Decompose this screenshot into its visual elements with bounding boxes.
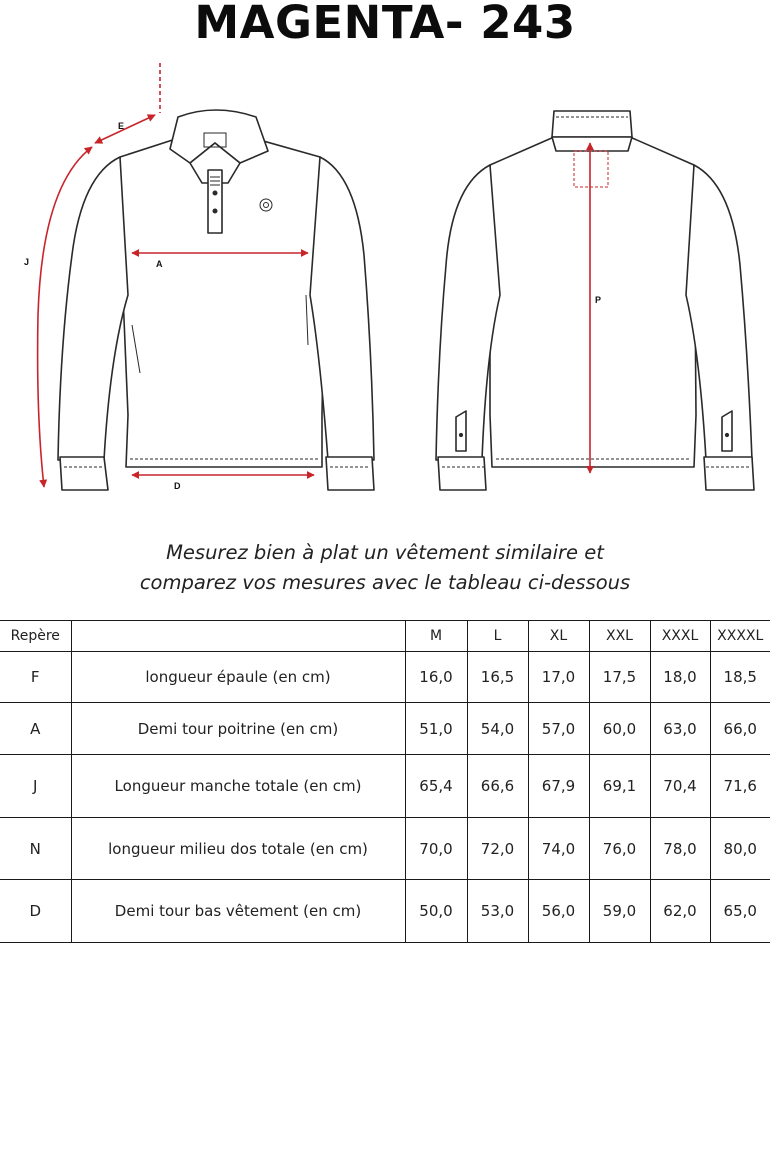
header-size: XXXL [650, 621, 710, 652]
cell-value: 71,6 [710, 755, 770, 818]
cell-value: 16,0 [405, 652, 467, 703]
row-marker: F [0, 652, 71, 703]
page-title: MAGENTA- 243 [194, 0, 576, 49]
row-label: Demi tour poitrine (en cm) [71, 703, 405, 755]
cell-value: 17,0 [528, 652, 589, 703]
cell-value: 69,1 [589, 755, 650, 818]
caption-line-1: Mesurez bien à plat un vêtement similaire et [166, 541, 604, 564]
cell-value: 50,0 [405, 880, 467, 943]
cell-value: 53,0 [467, 880, 528, 943]
header-size: L [467, 621, 528, 652]
front-shirt-drawing [58, 110, 374, 490]
table-row [0, 818, 770, 880]
cell-value: 63,0 [650, 703, 710, 755]
cell-value: 65,4 [405, 755, 467, 818]
label-a: A [156, 259, 163, 269]
table-row [0, 652, 770, 703]
cell-value: 17,5 [589, 652, 650, 703]
label-p: P [595, 295, 602, 305]
cell-value: 66,6 [467, 755, 528, 818]
table-row [0, 755, 770, 818]
cell-value: 74,0 [528, 818, 589, 880]
label-j: J [24, 257, 30, 267]
header-size: XXL [589, 621, 650, 652]
row-label: Demi tour bas vêtement (en cm) [71, 880, 405, 943]
row-label: Longueur manche totale (en cm) [71, 755, 405, 818]
cell-value: 65,0 [710, 880, 770, 943]
caption-line-2: comparez vos mesures avec le tableau ci-dessous [139, 571, 631, 594]
cell-value: 18,0 [650, 652, 710, 703]
row-marker: N [0, 818, 71, 880]
table-row [0, 703, 770, 755]
cell-value: 56,0 [528, 880, 589, 943]
row-marker: D [0, 880, 71, 943]
header-description [71, 621, 405, 652]
cell-value: 70,0 [405, 818, 467, 880]
garment-measurement-diagram [0, 55, 770, 505]
cell-value: 66,0 [710, 703, 770, 755]
header-size: XXXXL [710, 621, 770, 652]
row-label: longueur milieu dos totale (en cm) [71, 818, 405, 880]
cell-value: 76,0 [589, 818, 650, 880]
cell-value: 70,4 [650, 755, 710, 818]
label-e: E [118, 121, 125, 131]
header-size: XL [528, 621, 589, 652]
cell-value: 60,0 [589, 703, 650, 755]
cell-value: 62,0 [650, 880, 710, 943]
header-size: M [405, 621, 467, 652]
row-marker: A [0, 703, 71, 755]
cell-value: 51,0 [405, 703, 467, 755]
cell-value: 72,0 [467, 818, 528, 880]
cell-value: 67,9 [528, 755, 589, 818]
table-header-row [0, 621, 770, 652]
table-row [0, 880, 770, 943]
cell-value: 54,0 [467, 703, 528, 755]
cell-value: 18,5 [710, 652, 770, 703]
cell-value: 59,0 [589, 880, 650, 943]
row-marker: J [0, 755, 71, 818]
size-chart-table [0, 620, 770, 943]
cell-value: 78,0 [650, 818, 710, 880]
cell-value: 57,0 [528, 703, 589, 755]
measure-instructions [0, 538, 770, 598]
label-d: D [174, 481, 181, 491]
header-marker: Repère [0, 621, 71, 652]
cell-value: 16,5 [467, 652, 528, 703]
row-label: longueur épaule (en cm) [71, 652, 405, 703]
cell-value: 80,0 [710, 818, 770, 880]
